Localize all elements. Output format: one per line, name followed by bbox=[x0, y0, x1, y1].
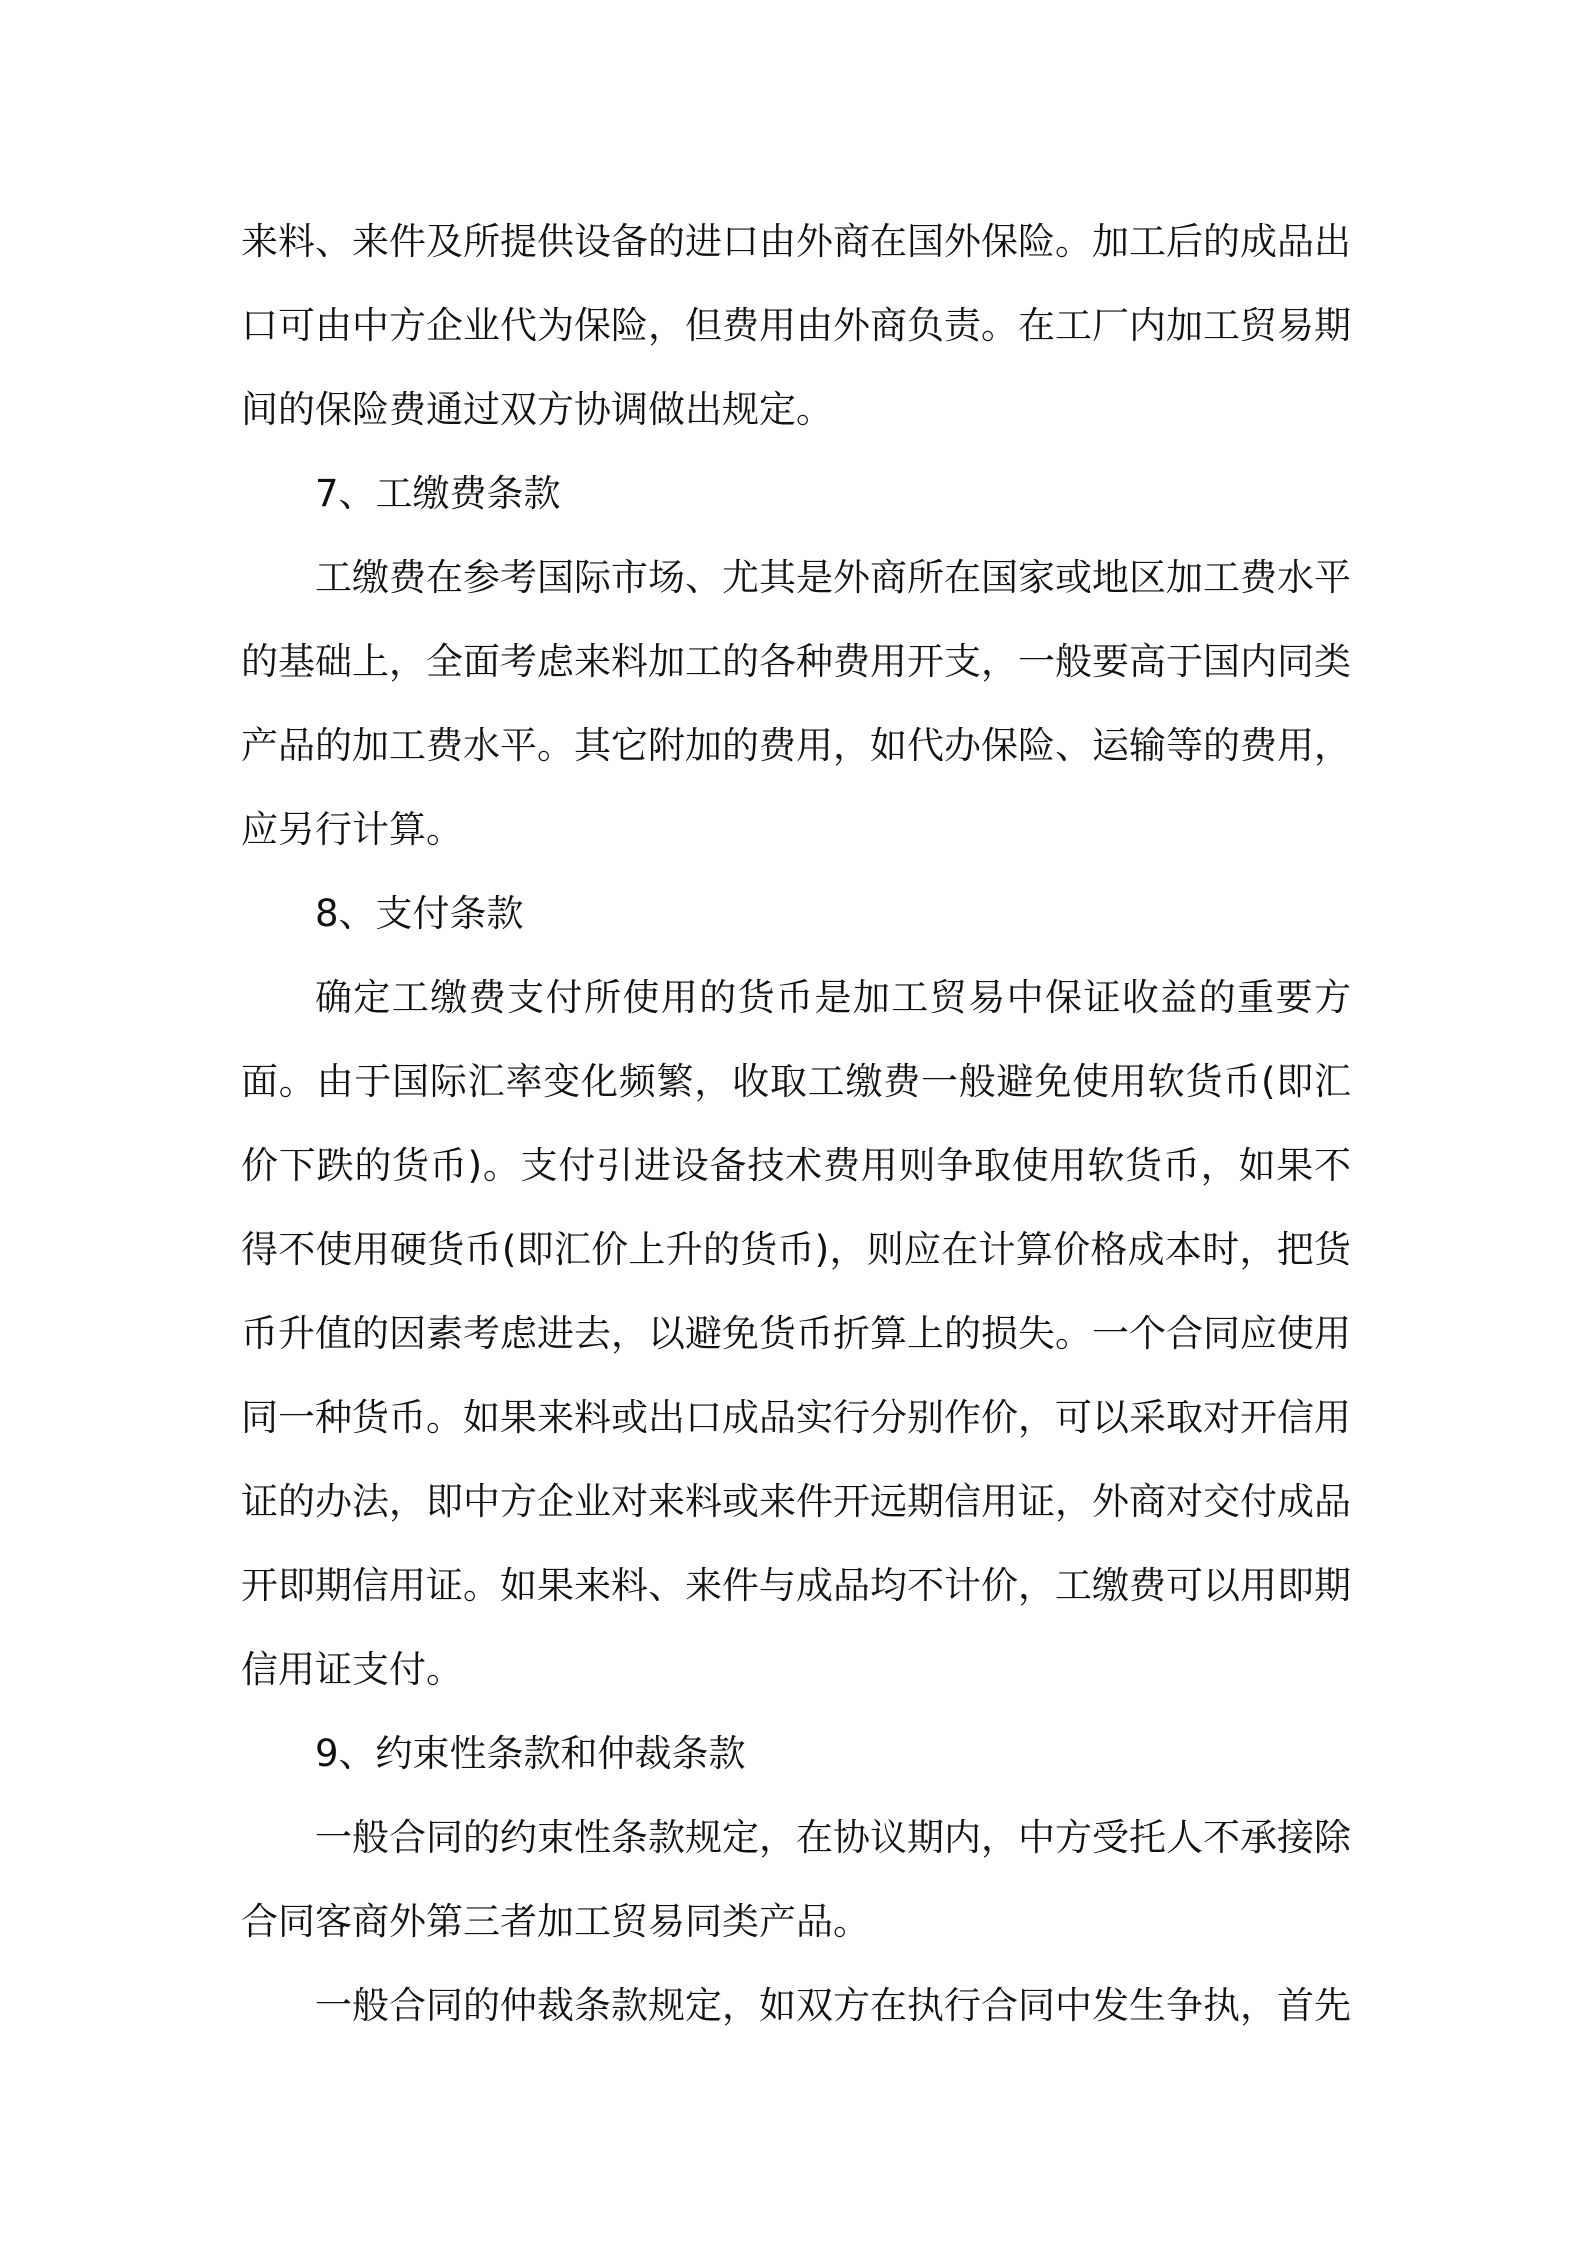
paragraph-binding-clause: 一般合同的约束性条款规定，在协议期内，中方受托人不承接除合同客商外第三者加工贸易同类产品。 bbox=[241, 1816, 1351, 1943]
heading-binding-arbitration-clause: 9、约束性条款和仲裁条款 bbox=[315, 1732, 746, 1775]
paragraph-payment: 确定工缴费支付所使用的货币是加工贸易中保证收益的重要方面。由于国际汇率变化频繁，收取工缴费一般避免使用软货币(即汇价下跌的货币)。支付引进设备技术费用则争取使用软货币，如果不得不使用硬货币(即汇价上升的货币)，则应在计算价格成本时，把货币升值的因素考虑进去，以避免货币折算上的损失。一个合同应使用同一种货币。如果来料或出口成品实行分别作价，可以采取对开信用证的办法，即中方企业对来料或来件开远期信用证，外商对交付成品开即期信用证。如果来料、来件与成品均不计价，工缴费可以用即期信用证支付。 bbox=[241, 976, 1351, 1691]
heading-payment-clause: 8、支付条款 bbox=[315, 892, 524, 935]
paragraph-insurance: 来料、来件及所提供设备的进口由外商在国外保险。加工后的成品出口可由中方企业代为保险，但费用由外商负责。在工厂内加工贸易期间的保险费通过双方协调做出规定。 bbox=[241, 220, 1351, 431]
paragraph-arbitration-clause: 一般合同的仲裁条款规定，如双方在执行合同中发生争执，首先 bbox=[315, 1984, 1351, 2027]
paragraph-processing-fee: 工缴费在参考国际市场、尤其是外商所在国家或地区加工费水平的基础上，全面考虑来料加工的各种费用开支，一般要高于国内同类产品的加工费水平。其它附加的费用，如代办保险、运输等的费用，应另行计算。 bbox=[241, 556, 1351, 851]
heading-processing-fee-clause: 7、工缴费条款 bbox=[315, 472, 561, 515]
document-body bbox=[241, 200, 1351, 2048]
